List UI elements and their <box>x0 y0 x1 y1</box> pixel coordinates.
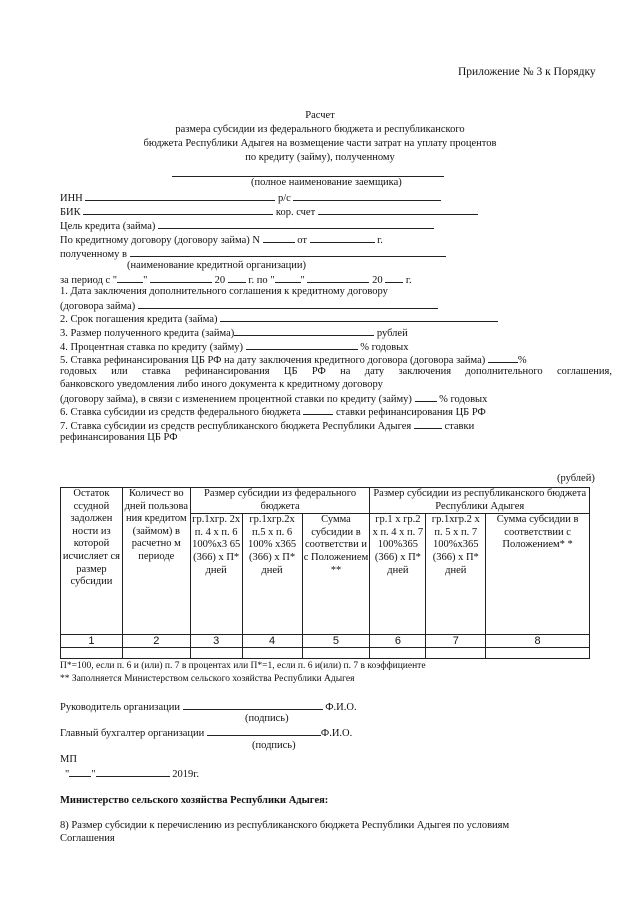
contract-label: По кредитному договору (договору займа) N <box>60 235 260 246</box>
rep-budget-header: Размер субсидии из республиканского бюджета Республики Адыгея <box>370 488 590 514</box>
period-quote-2: " <box>300 275 305 286</box>
goal-field[interactable] <box>158 219 434 229</box>
item-3-unit: рублей <box>376 328 408 339</box>
table-cell-2[interactable] <box>122 648 190 659</box>
item-6-label: 6. Ставка субсидии из средств федерального бюджета <box>60 407 301 418</box>
doc-title-line2: размера субсидии из федерального бюджета и республиканского <box>175 124 465 135</box>
col-num-7: 7 <box>426 635 486 648</box>
item-2 <box>60 312 498 325</box>
item-5-label-2: (договору займа), в связи с изменением процентной ставки по кредиту (займу) <box>60 394 412 405</box>
period-from-year-field[interactable] <box>228 273 246 283</box>
period-to-label: г. по " <box>248 275 275 286</box>
date-quote-close: " <box>91 769 96 780</box>
table-number-row <box>61 635 590 648</box>
appendix-label: Приложение № 3 к Порядку <box>458 66 596 78</box>
col-7-header: гр.1хгр.2 х п. 5 х п. 7 100%х365 (366) х П* дней <box>426 514 486 635</box>
rs-field[interactable] <box>293 191 441 201</box>
col-days-header: Количест во дней пользова ния кредитом (займом) в расчетно м периоде <box>122 488 190 635</box>
head-fio-label: Ф.И.О. <box>325 702 357 713</box>
org-caption: (наименование кредитной организации) <box>127 260 306 271</box>
period-from-month-field[interactable] <box>150 273 212 283</box>
doc-title-line3: бюджета Республики Адыгея на возмещение части затрат на уплату процентов <box>143 138 497 149</box>
period-to-year-label: 20 <box>372 275 383 286</box>
item-2-label: 2. Срок погашения кредита (займа) <box>60 314 218 325</box>
item-5-label: 5. Ставка рефинансирования ЦБ РФ на дату заключения кредитного договора (договора займа) <box>60 355 486 366</box>
date-quote-open: " <box>65 769 70 780</box>
item-7-cont: рефинансирования ЦБ РФ <box>60 432 178 443</box>
item-4-unit: % годовых <box>360 342 409 353</box>
footnote-1: П*=100, если п. 6 и (или) п. 7 в процентах или П*=1, если п. 6 и(или) п. 7 в коэффициенте <box>60 661 426 671</box>
table-cell-7[interactable] <box>426 648 486 659</box>
period-to-day-field[interactable] <box>275 273 301 283</box>
item-5 <box>60 353 612 366</box>
inn-row <box>60 191 441 204</box>
item-6-field[interactable] <box>303 405 333 415</box>
item-7-label: 7. Ставка субсидии из средств республиканского бюджета Республики Адыгея <box>60 421 412 432</box>
table-data-row <box>61 648 590 659</box>
item-8: 8) Размер субсидии к перечислению из республиканского бюджета Республики Адыгея по условиям <box>60 820 510 831</box>
col-num-8: 8 <box>486 635 590 648</box>
fed-budget-header: Размер субсидии из федерального бюджета <box>190 488 370 514</box>
rs-label: р/с <box>278 193 291 204</box>
bik-label: БИК <box>60 207 81 218</box>
item-7-unit: ставки <box>444 421 475 432</box>
col-3-header: гр.1хгр. 2х п. 4 х п. 6 100%х3 65 (366) х П* дней <box>190 514 242 635</box>
goal-label: Цель кредита (займа) <box>60 221 156 232</box>
stamp-label: МП <box>60 754 77 765</box>
subsidy-table <box>60 487 590 659</box>
item-3 <box>60 326 408 339</box>
doc-title-line4: по кредиту (займу), полученному <box>245 152 395 163</box>
item-5-field[interactable] <box>488 353 518 363</box>
borrower-caption: (полное наименование заемщика) <box>251 177 402 188</box>
inn-label: ИНН <box>60 193 83 204</box>
col-num-3: 3 <box>190 635 242 648</box>
accountant-label: Главный бухгалтер организации <box>60 728 205 739</box>
item-1-cont <box>60 299 438 312</box>
item-7 <box>60 419 474 432</box>
kor-label: кор. счет <box>275 207 316 218</box>
contract-row <box>60 233 383 246</box>
accountant-signature-field[interactable] <box>207 726 321 736</box>
item-5-line3: банковского уведомления либо иного документа к кредитному договору <box>60 379 383 390</box>
col-4-header: гр.1хгр.2х п.5 х п. 6 100% х365 (366) х П* дней <box>242 514 302 635</box>
accountant-signature-row <box>60 726 352 739</box>
table-cell-8[interactable] <box>486 648 590 659</box>
period-quote: " <box>143 275 148 286</box>
item-3-field[interactable] <box>234 326 374 336</box>
table-header-row <box>61 488 590 514</box>
item-1-field[interactable] <box>138 299 438 309</box>
date-month-field[interactable] <box>96 767 170 777</box>
g-label: г. <box>377 235 383 246</box>
bik-field[interactable] <box>83 205 273 215</box>
footnote-2: ** Заполняется Министерством сельского хозяйства Республики Адыгея <box>60 674 355 684</box>
table-cell-1[interactable] <box>61 648 123 659</box>
item-4 <box>60 340 408 353</box>
col-8-header: Сумма субсидии в соответствии с Положением* * <box>486 514 590 635</box>
inn-field[interactable] <box>85 191 275 201</box>
table-cell-5[interactable] <box>302 648 370 659</box>
period-g-label: г. <box>405 275 412 286</box>
item-1: 1. Дата заключения дополнительного соглашения к кредитному договору <box>60 286 388 297</box>
col-num-5: 5 <box>302 635 370 648</box>
goal-row <box>60 219 434 232</box>
contract-date-field[interactable] <box>310 233 375 243</box>
period-from-label: за период с " <box>60 275 118 286</box>
received-label: полученному в <box>60 249 127 260</box>
ot-label: от <box>297 235 307 246</box>
head-sign-caption: (подпись) <box>245 713 289 724</box>
item-5-line4 <box>60 392 487 405</box>
received-row <box>60 247 446 260</box>
item-2-field[interactable] <box>220 312 498 322</box>
period-to-month-field[interactable] <box>307 273 369 283</box>
item-8-cont: Соглашения <box>60 833 115 844</box>
doc-title: Расчет <box>305 110 335 121</box>
head-signature-row <box>60 700 357 713</box>
head-label: Руководитель организации <box>60 702 180 713</box>
col-num-1: 1 <box>61 635 123 648</box>
item-5-field-2[interactable] <box>415 392 437 402</box>
period-to-year-field[interactable] <box>385 273 403 283</box>
item-5-pct: % <box>517 355 527 366</box>
col-5-header: Сумма субсидии в соответстви и с Положением ** <box>302 514 370 635</box>
ministry-heading: Министерство сельского хозяйства Республики Адыгея: <box>60 795 329 806</box>
col-num-2: 2 <box>122 635 190 648</box>
item-6-unit: ставки рефинансирования ЦБ РФ <box>335 407 486 418</box>
period-from-year-label: 20 <box>214 275 226 286</box>
accountant-sign-caption: (подпись) <box>252 740 296 751</box>
period-from-day-field[interactable] <box>117 273 143 283</box>
col-num-6: 6 <box>370 635 426 648</box>
date-day-field[interactable] <box>69 767 91 777</box>
accountant-fio-label: Ф.И.О. <box>320 728 353 739</box>
table-cell-3[interactable] <box>190 648 242 659</box>
period-row <box>60 273 412 286</box>
col-balance-header: Остаток ссудной задолжен ности из которой исчисляет ся размер субсидии <box>61 488 123 635</box>
item-3-label: 3. Размер полученного кредита (займа) <box>60 328 235 339</box>
item-6 <box>60 405 486 418</box>
item-5-line2: годовых или ставка рефинансирования ЦБ РФ на дату заключения дополнительного соглашения, <box>60 366 612 377</box>
date-row <box>65 767 199 780</box>
item-1-label: (договора займа) <box>60 301 136 312</box>
bank-field[interactable] <box>130 247 446 257</box>
kor-field[interactable] <box>318 205 478 215</box>
head-signature-field[interactable] <box>183 700 323 710</box>
col-6-header: гр.1 х гр.2 х п. 4 х п. 7 100%365 (366) х П* дней <box>370 514 426 635</box>
item-5-unit-2: % годовых <box>439 394 488 405</box>
contract-number-field[interactable] <box>263 233 295 243</box>
date-year: 2019г. <box>172 769 199 780</box>
col-num-4: 4 <box>242 635 302 648</box>
item-7-field[interactable] <box>414 419 442 429</box>
bik-row <box>60 205 478 218</box>
currency-label: (рублей) <box>557 473 595 484</box>
table-cell-4[interactable] <box>242 648 302 659</box>
item-4-field[interactable] <box>246 340 358 350</box>
item-4-label: 4. Процентная ставка по кредиту (займу) <box>60 342 243 353</box>
table-cell-6[interactable] <box>370 648 426 659</box>
